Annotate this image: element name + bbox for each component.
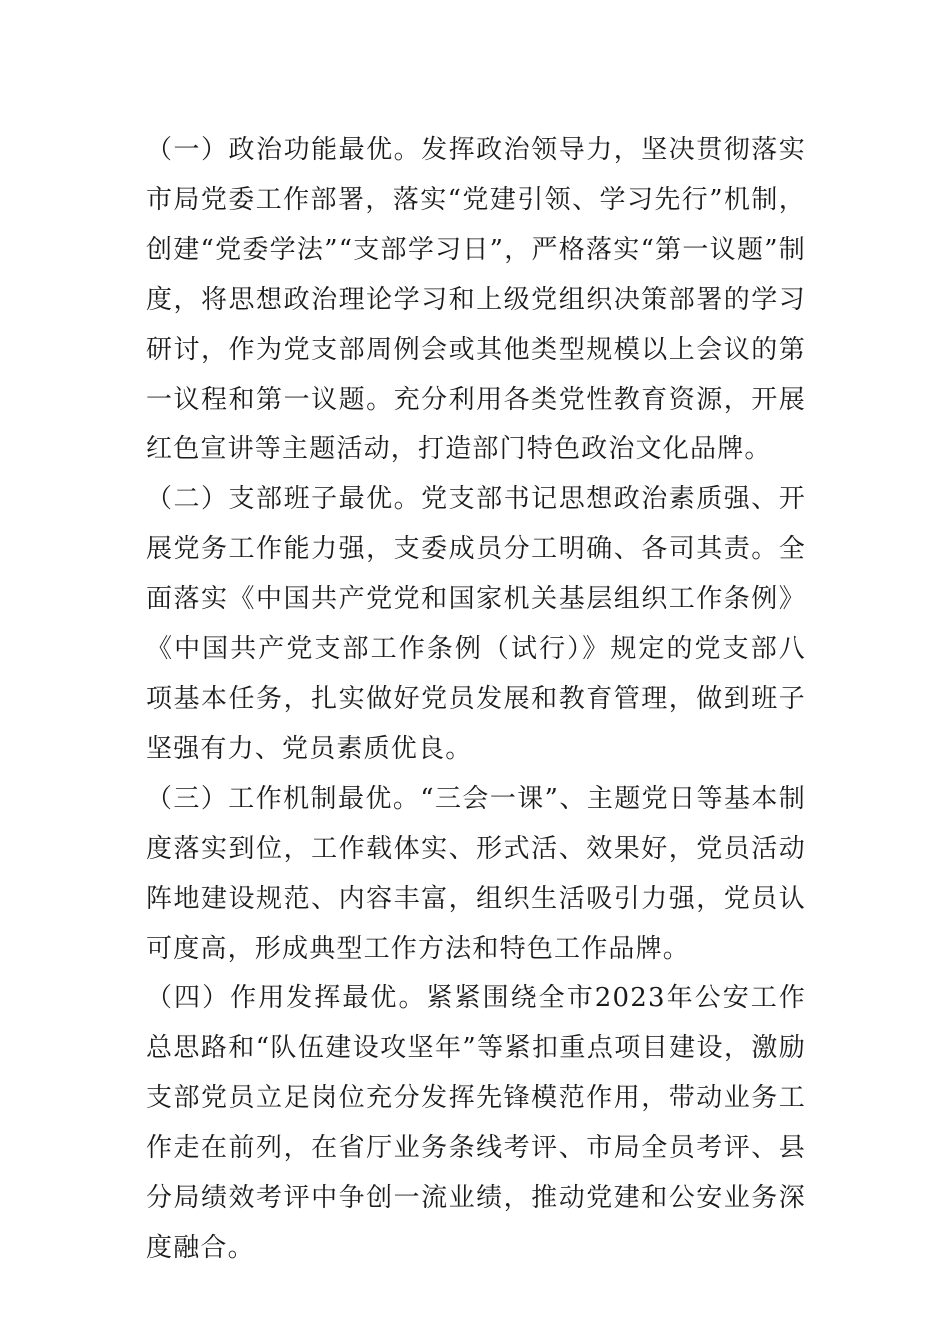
paragraph-role-play: （四）作用发挥最优。紧紧围绕全市2023年公安工作总思路和“队伍建设攻坚年”等紧扣重点项目建设，激励支部党员立足岗位充分发挥先锋模范作用，带动业务工作走在前列，在省厅业务条线考评、市局全员考评、县分局绩效考评中争创一流业绩，推动党建和公安业务深度融合。 <box>146 983 806 1263</box>
paragraph-work-mechanism: （三）工作机制最优。“三会一课”、主题党日等基本制度落实到位，工作载体实、形式活、效果好，党员活动阵地建设规范、内容丰富，组织生活吸引力强，党员认可度高，形成典型工作方法和特色工作品牌。 <box>146 783 806 964</box>
document-body <box>146 126 806 1274</box>
paragraph-branch-leadership: （二）支部班子最优。党支部书记思想政治素质强、开展党务工作能力强，支委成员分工明确、各司其责。全面落实《中国共产党党和国家机关基层组织工作条例》《中国共产党支部工作条例（试行）》规定的党支部八项基本任务，扎实做好党员发展和教育管理，做到班子坚强有力、党员素质优良。 <box>146 484 806 764</box>
paragraph-political-function: （一）政治功能最优。发挥政治领导力，坚决贯彻落实市局党委工作部署，落实“党建引领、学习先行”机制，创建“党委学法”“支部学习日”，严格落实“第一议题”制度，将思想政治理论学习和上级党组织决策部署的学习研讨，作为党支部周例会或其他类型规模以上会议的第一议程和第一议题。充分利用各类党性教育资源，开展红色宣讲等主题活动，打造部门特色政治文化品牌。 <box>146 135 806 465</box>
